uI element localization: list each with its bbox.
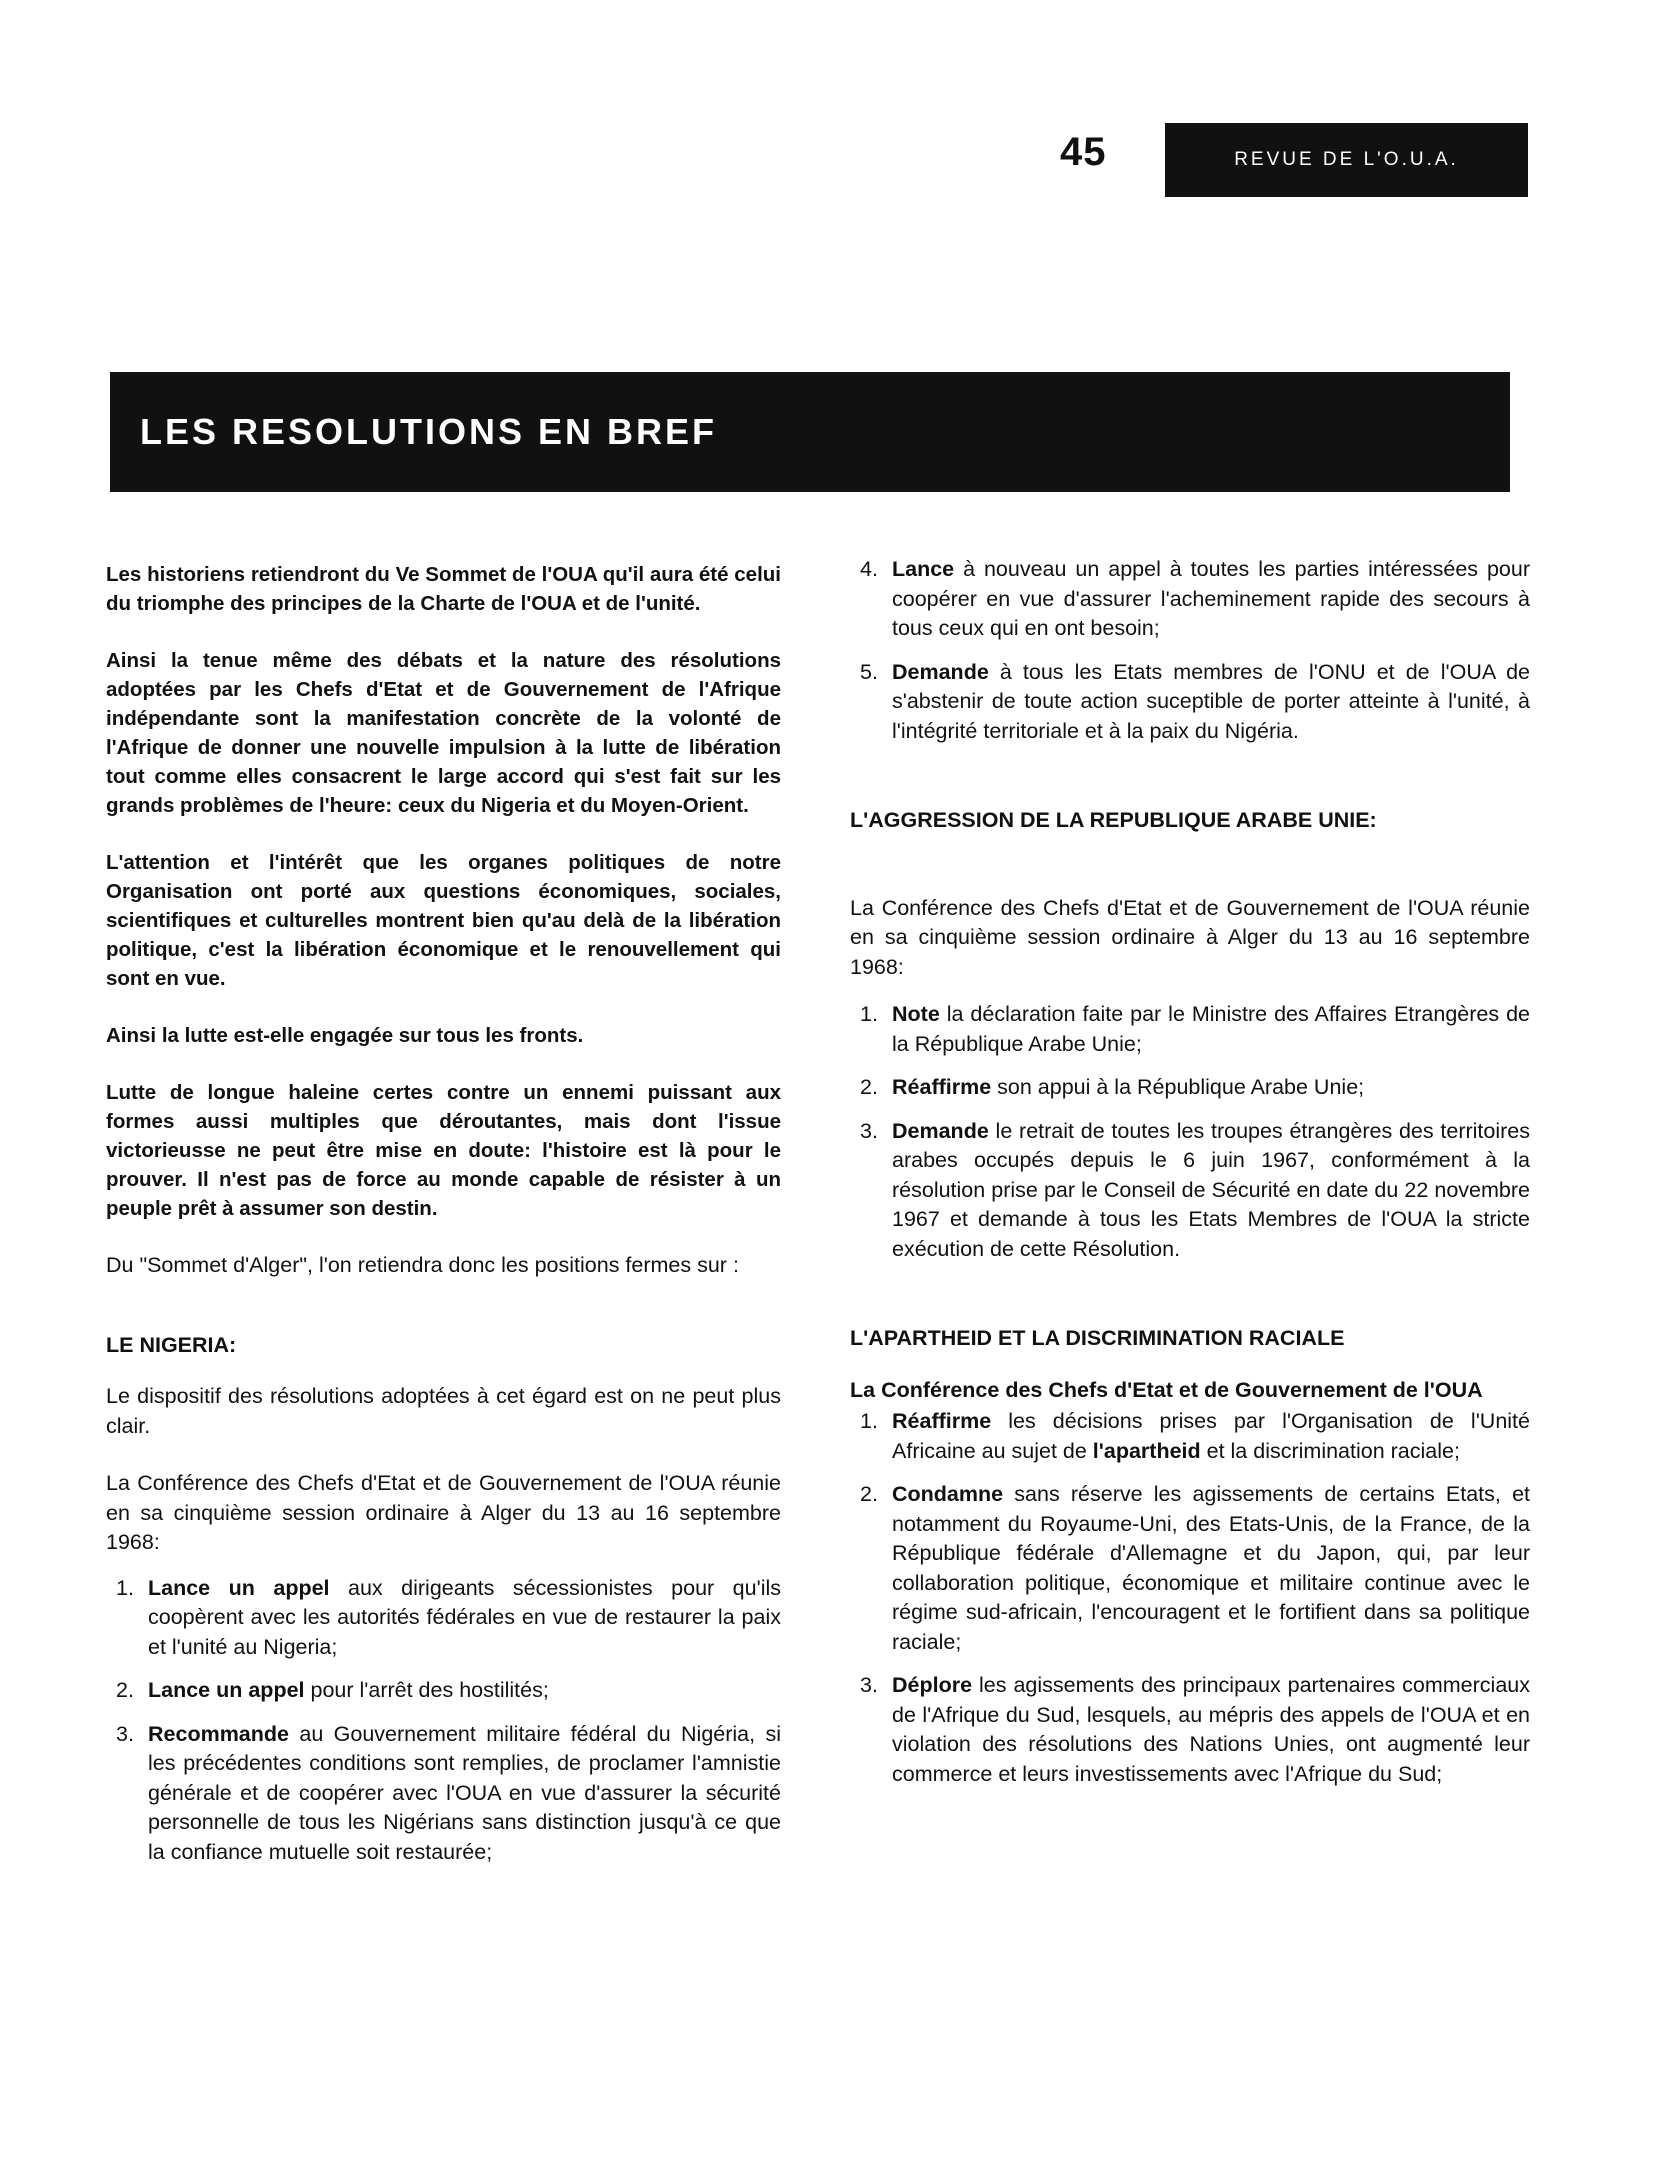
item-number: 5.: [860, 659, 878, 684]
item-verb: Condamne: [892, 1482, 1004, 1506]
item-text: les agissements des principaux partenaires commerciaux de l'Afrique du Sud, lesquels, au mépris des appels de l'OUA et en violation des résolutions des Nations Unies, ont augmenté leur commerce et leurs investissements avec l'Afrique du Sud;: [892, 1673, 1530, 1786]
item-text: son appui à la République Arabe Unie;: [991, 1075, 1365, 1099]
intro-section: [106, 560, 781, 1223]
list-item: [850, 555, 1530, 644]
list-item: [850, 658, 1530, 747]
item-emphasis: l'apartheid: [1092, 1438, 1201, 1463]
item-verb: Demande: [892, 1118, 989, 1143]
item-verb: Demande: [892, 659, 989, 684]
section-heading-rau: L'AGGRESSION DE LA REPUBLIQUE ARABE UNIE:: [850, 808, 1377, 832]
item-text: les décisions prises par l'Organisation de l'Unité Africaine au sujet de: [892, 1409, 1530, 1463]
item-number: 2.: [860, 1482, 878, 1506]
rau-resolution-list: [850, 1000, 1530, 1264]
item-verb: Lance un appel: [148, 1575, 330, 1600]
item-verb: Réaffirme: [892, 1409, 992, 1433]
list-item: [106, 1676, 781, 1706]
list-item: [850, 1671, 1530, 1789]
right-column: [850, 555, 1530, 1803]
item-verb: Lance un appel: [148, 1678, 305, 1702]
item-verb: Lance: [892, 557, 955, 581]
list-item: [850, 1073, 1530, 1103]
item-verb: Recommande: [148, 1721, 289, 1746]
journal-title: REVUE DE L'O.U.A.: [1234, 149, 1459, 170]
body-paragraph: La Conférence des Chefs d'Etat et de Gouvernement de l'OUA réunie en sa cinquième session ordinaire à Alger du 13 au 16 septembre 1968:: [850, 895, 1530, 979]
sommet-paragraph: Du "Sommet d'Alger", l'on retiendra donc les positions fermes sur :: [106, 1253, 739, 1277]
item-number: 3.: [860, 1673, 878, 1697]
item-text: au Gouvernement militaire fédéral du Nigéria, si les précédentes conditions sont remplies, de proclamer l'amnistie générale et de coopérer avec l'OUA en vue d'assurer la sécurité personnelle de tous les Nigérians sans distinction jusqu'à ce que la confiance mutuelle soit restaurée;: [148, 1721, 781, 1864]
list-item: [106, 1574, 781, 1663]
list-item: [106, 1720, 781, 1868]
list-item: [850, 1407, 1530, 1466]
item-text: la déclaration faite par le Ministre des Affaires Etrangères de la République Arabe Unie;: [892, 1002, 1530, 1056]
item-text: le retrait de toutes les troupes étrangères des territoires arabes occupés depuis le 6 juin 1967, conformément à la résolution prise par le Conseil de Sécurité en date du 22 novembre 1967 et demande à tous les Etats Membres de l'OUA la stricte exécution de cette Résolution.: [892, 1118, 1530, 1261]
item-verb: Déplore: [892, 1673, 973, 1697]
section-heading-apartheid: L'APARTHEID ET LA DISCRIMINATION RACIALE: [850, 1326, 1345, 1350]
intro-paragraph: Les historiens retiendront du Ve Sommet de l'OUA qu'il aura été celui du triomphe des principes de la Charte de l'OUA et de l'unité.: [106, 563, 781, 615]
item-number: 4.: [860, 557, 878, 581]
page-number: 45: [1060, 130, 1107, 174]
item-text: et la discrimination raciale;: [1200, 1438, 1460, 1463]
item-verb: Note: [892, 1002, 940, 1026]
apartheid-resolution-list: [850, 1407, 1530, 1789]
nigeria-resolution-list: [106, 1574, 781, 1868]
article-title-banner: [110, 372, 1510, 492]
intro-paragraph: L'attention et l'intérêt que les organes politiques de notre Organisation ont porté aux questions économiques, sociales, scientifiques et culturelles montrent bien qu'au delà de la libération politique, c'est la libération économique et le renouvellement qui sont en vue.: [106, 851, 781, 990]
list-item: [850, 1480, 1530, 1657]
item-number: 3.: [116, 1721, 134, 1746]
item-text: à tous les Etats membres de l'ONU et de l'OUA de s'abstenir de toute action suceptible de porter atteinte à l'unité, à l'intégrité territoriale et à la paix du Nigéria.: [892, 659, 1530, 743]
body-paragraph: La Conférence des Chefs d'Etat et de Gouvernement de l'OUA réunie en sa cinquième session ordinaire à Alger du 13 au 16 septembre 1968:: [106, 1471, 781, 1554]
item-number: 1.: [116, 1575, 134, 1600]
left-column: [106, 560, 781, 1881]
section-heading-nigeria: LE NIGERIA:: [106, 1332, 237, 1357]
intro-paragraph: Ainsi la lutte est-elle engagée sur tous les fronts.: [106, 1024, 584, 1047]
item-number: 1.: [860, 1002, 878, 1026]
item-number: 2.: [116, 1678, 134, 1702]
item-number: 1.: [860, 1409, 878, 1433]
item-text: pour l'arrêt des hostilités;: [304, 1678, 549, 1702]
article-title: LES RESOLUTIONS EN BREF: [140, 411, 718, 452]
nigeria-resolution-list-continued: [850, 555, 1530, 746]
item-text: aux dirigeants sécessionistes pour qu'ils coopèrent avec les autorités fédérales en vue de restaurer la paix et l'unité au Nigeria;: [148, 1575, 781, 1659]
journal-header-band: [1165, 123, 1528, 197]
body-paragraph: Le dispositif des résolutions adoptées à cet égard est on ne peut plus clair.: [106, 1384, 781, 1438]
apartheid-subheading: La Conférence des Chefs d'Etat et de Gouvernement de l'OUA: [850, 1377, 1483, 1402]
list-item: [850, 1117, 1530, 1265]
item-number: 3.: [860, 1118, 878, 1143]
item-verb: Réaffirme: [892, 1075, 992, 1099]
item-text: à nouveau un appel à toutes les parties intéressées pour coopérer en vue d'assurer l'acheminement rapide des secours à tous ceux qui en ont besoin;: [892, 557, 1530, 640]
list-item: [850, 1000, 1530, 1059]
intro-paragraph: Lutte de longue haleine certes contre un ennemi puissant aux formes aussi multiples que déroutantes, mais dont l'issue victorieusse ne peut être mise en doute: l'histoire est là pour le prouver. Il n'est pas de force au monde capable de résister à un peuple prêt à assumer son destin.: [106, 1081, 781, 1220]
intro-paragraph: Ainsi la tenue même des débats et la nature des résolutions adoptées par les Chefs d'Etat et de Gouvernement de l'Afrique indépendante sont la manifestation concrète de la volonté de l'Afrique de donner une nouvelle impulsion à la lutte de libération tout comme elles consacrent le large accord qui s'est fait sur les grands problèmes de l'heure: ceux du Nigeria et du Moyen-Orient.: [106, 649, 781, 817]
item-number: 2.: [860, 1075, 878, 1099]
item-text: sans réserve les agissements de certains Etats, et notamment du Royaume-Uni, des Etats-Unis, de la France, de la République fédérale d'Allemagne et du Japon, qui, par leur collaboration politique, économique et militaire continue avec le régime sud-africain, l'encouragent et le fortifient dans sa politique raciale;: [892, 1482, 1530, 1654]
